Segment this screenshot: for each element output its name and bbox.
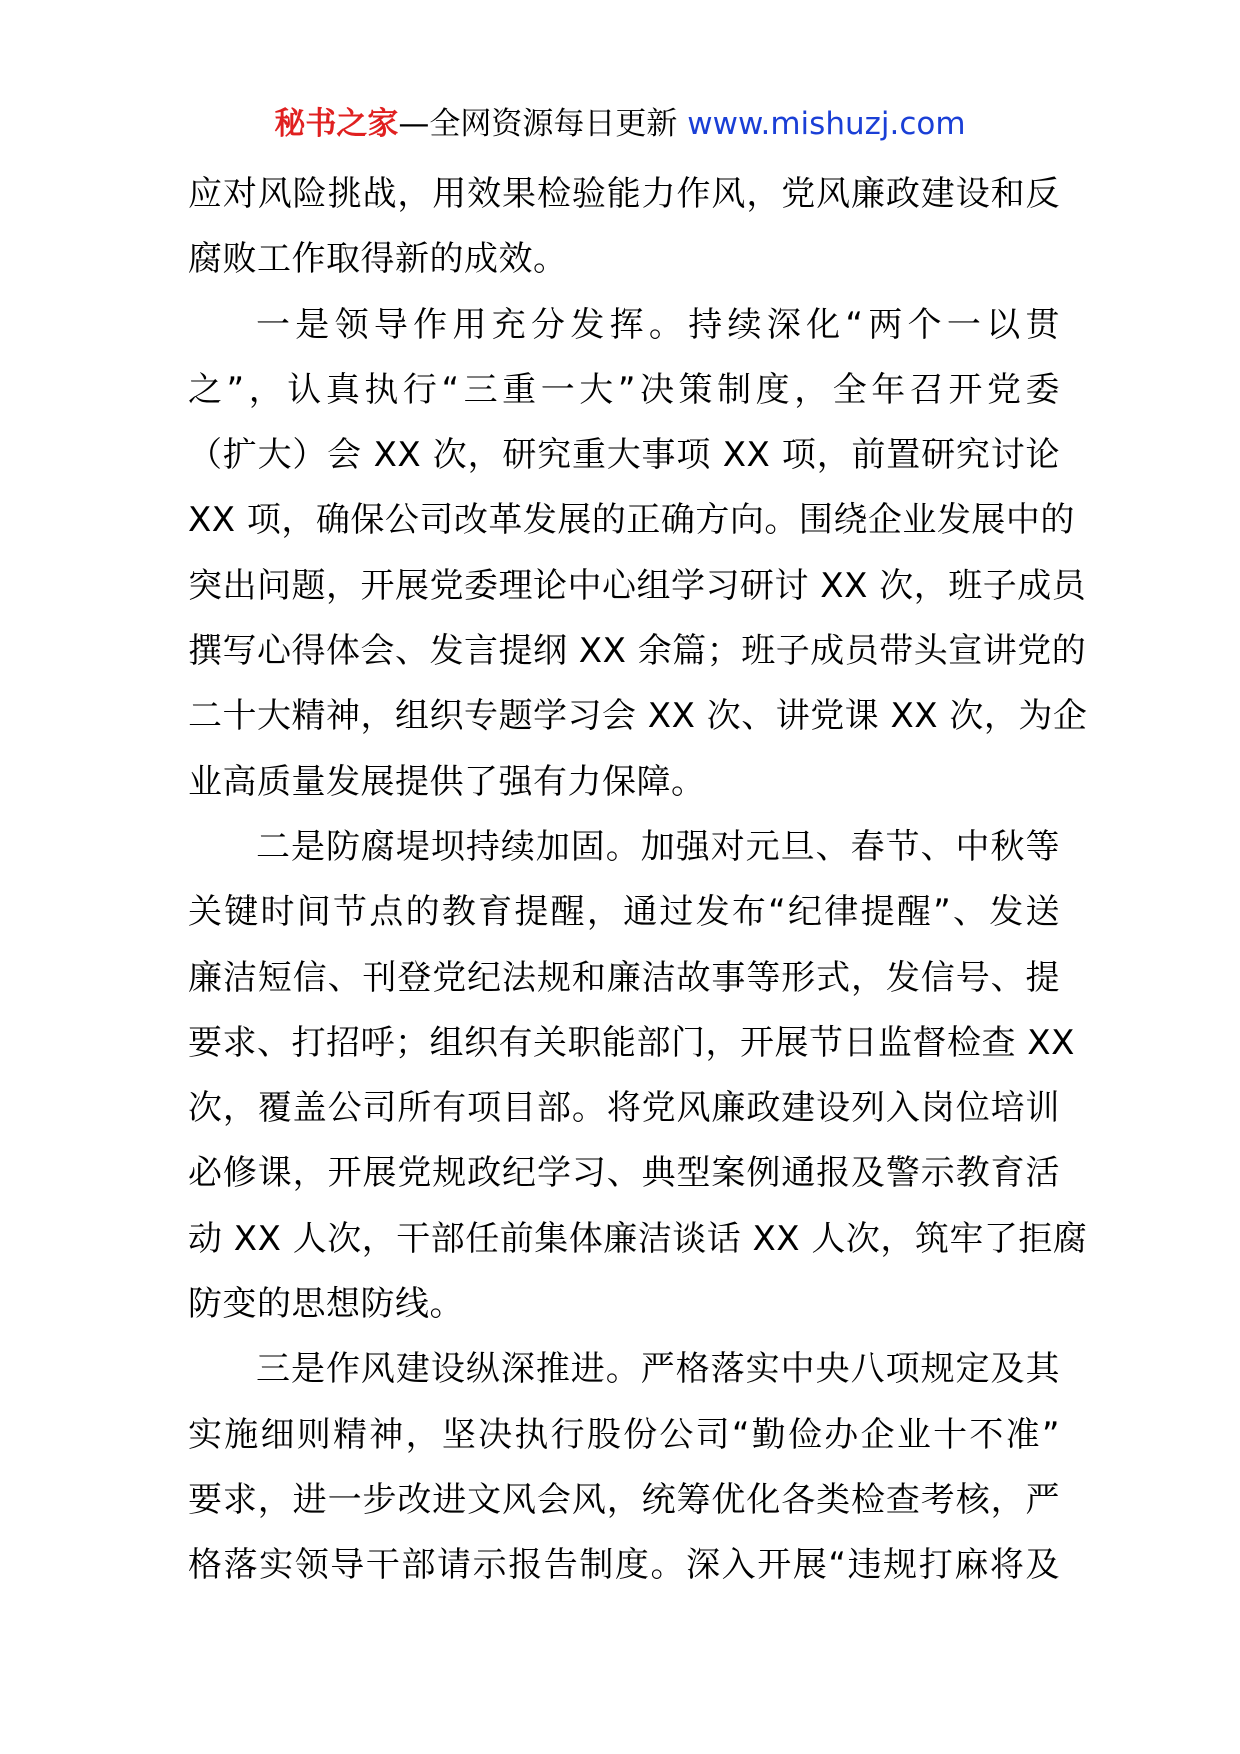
text-line: 二是防腐堤坝持续加固。加强对元旦、春节、中秋等	[256, 826, 1060, 867]
text-line: 突出问题，开展党委理论中心组学习研讨 XX 次，班子成员	[188, 565, 1087, 606]
text-line: 之”，认真执行“三重一大”决策制度，全年召开党委	[188, 369, 1060, 410]
text-line: 格落实领导干部请示报告制度。深入开展“违规打麻将及	[188, 1545, 1060, 1586]
text-line: 廉洁短信、刊登党纪法规和廉洁故事等形式，发信号、提	[188, 957, 1060, 998]
text-line: 防变的思想防线。	[188, 1284, 464, 1325]
text-line: 要求，进一步改进文风会风，统筹优化各类检查考核，严	[188, 1479, 1060, 1520]
text-line: 实施细则精神，坚决执行股份公司“勤俭办企业十不准”	[188, 1414, 1060, 1455]
text-line: （扩大）会 XX 次，研究重大事项 XX 项，前置研究讨论	[188, 435, 1060, 476]
text-line: 必修课，开展党规政纪学习、典型案例通报及警示教育活	[188, 1153, 1060, 1194]
text-line: 次，覆盖公司所有项目部。将党风廉政建设列入岗位培训	[188, 1088, 1060, 1129]
text-line: XX 项，确保公司改革发展的正确方向。围绕企业发展中的	[188, 500, 1075, 541]
text-line: 应对风险挑战，用效果检验能力作风，党风廉政建设和反	[188, 174, 1060, 214]
text-line: 一是领导作用充分发挥。持续深化“两个一以贯	[256, 304, 1060, 345]
text-line: 动 XX 人次，干部任前集体廉洁谈话 XX 人次，筑牢了拒腐	[188, 1218, 1088, 1259]
text-line: 三是作风建设纵深推进。严格落实中央八项规定及其	[256, 1349, 1060, 1390]
text-line: 撰写心得体会、发言提纲 XX 余篇；班子成员带头宣讲党的	[188, 631, 1087, 672]
header-brand: 秘书之家	[274, 106, 399, 142]
text-line: 关键时间节点的教育提醒，通过发布“纪律提醒”、发送	[188, 892, 1060, 933]
text-line: 二十大精神，组织专题学习会 XX 次、讲党课 XX 次，为企	[188, 696, 1088, 737]
page-header	[0, 100, 1240, 148]
document-body	[188, 162, 1088, 1599]
header-tagline: —全网资源每日更新	[398, 106, 678, 142]
text-line: 要求、打招呼；组织有关职能部门，开展节日监督检查 XX	[188, 1022, 1075, 1063]
text-line: 腐败工作取得新的成效。	[188, 239, 568, 280]
header-url-link[interactable]: www.mishuzj.com	[687, 106, 966, 142]
text-line: 业高质量发展提供了强有力保障。	[188, 761, 706, 802]
